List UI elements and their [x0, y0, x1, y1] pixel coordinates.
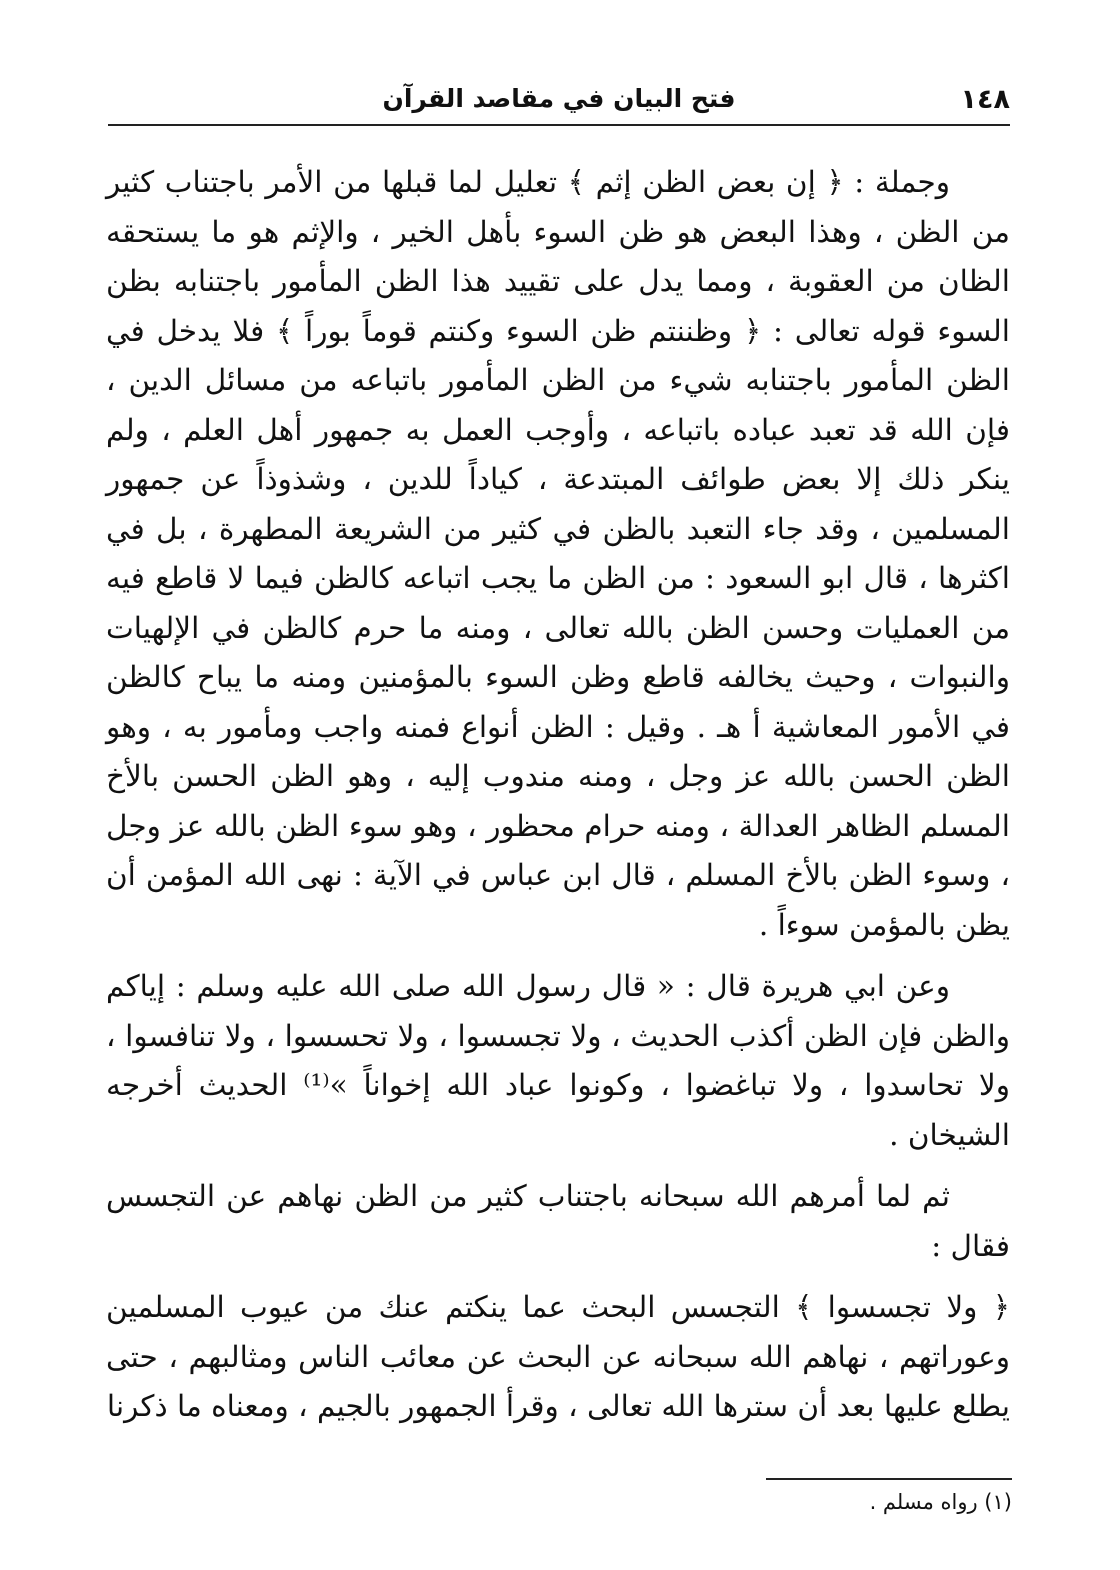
- footnote-divider: [766, 1478, 1012, 1480]
- running-title: فتح البيان في مقاصد القرآن: [382, 84, 736, 113]
- page-number: ١٤٨: [960, 84, 1010, 115]
- paragraph-tajassus: ﴿ ولا تجسسوا ﴾ التجسس البحث عما ينكتم عنك من عيوب المسلمين وعوراتهم ، نهاهم الله سبحانه عن البحث عن معائب الناس ومثالبهم ، حتى يطلع عليها بعد أن سترها الله تعالى ، وقرأ الجمهور بالجيم ، ومعناه ما ذكرنا: [106, 1290, 1010, 1423]
- page-header: [108, 80, 1010, 126]
- main-text: [106, 158, 1010, 1432]
- paragraph-hadith: وعن ابي هريرة قال : « قال رسول الله صلى الله عليه وسلم : إياكم والظن فإن الظن أكذب الحديث ، ولا تجسسوا ، ولا تحسسوا ، ولا تنافسوا ، ولا تحاسدوا ، ولا تباغضوا ، وكونوا عباد الله إخواناً »⁽¹⁾ الحديث أخرجه الشيخان .: [106, 969, 1010, 1152]
- paragraph-suspicion: وجملة : ﴿ إن بعض الظن إثم ﴾ تعليل لما قبلها من الأمر باجتناب كثير من الظن ، وهذا البعض هو ظن السوء بأهل الخير ، والإثم هو ما يستحقه الظان من العقوبة ، ومما يدل على تقييد هذا الظن المأمور باجتنابه بظن السوء قوله تعالى : ﴿ وظننتم ظن السوء وكنتم قوماً بوراً ﴾ فلا يدخل في الظن المأمور باجتنابه شيء من الظن المأمور باتباعه من مسائل الدين ، فإن الله قد تعبد عباده باتباعه ، وأوجب العمل به جمهور أهل العلم ، ولم ينكر ذلك إلا بعض طوائف المبتدعة ، كياداً للدين ، وشذوذاً عن جمهور المسلمين ، وقد جاء التعبد بالظن في كثير من الشريعة المطهرة ، بل في اكثرها ، قال ابو السعود : من الظن ما يجب اتباعه كالظن فيما لا قاطع فيه من العمليات وحسن الظن بالله تعالى ، ومنه ما حرم كالظن في الإلهيات والنبوات ، وحيث يخالفه قاطع وظن السوء بالمؤمنين ومنه ما يباح كالظن في الأمور المعاشية أ هـ . وقيل : الظن أنواع فمنه واجب ومأمور به ، وهو الظن الحسن بالله عز وجل ، ومنه مندوب إليه ، وهو الظن الحسن بالأخ المسلم الظاهر العدالة ، ومنه حرام محظور ، وهو سوء الظن بالله عز وجل ، وسوء الظن بالأخ المسلم ، قال ابن عباس في الآية : نهى الله المؤمن أن يظن بالمؤمن سوءاً .: [106, 165, 1010, 942]
- paragraph-transition: ثم لما أمرهم الله سبحانه باجتناب كثير من الظن نهاهم عن التجسس فقال :: [106, 1179, 1010, 1263]
- footnote: (١) رواه مسلم .: [869, 1490, 1012, 1514]
